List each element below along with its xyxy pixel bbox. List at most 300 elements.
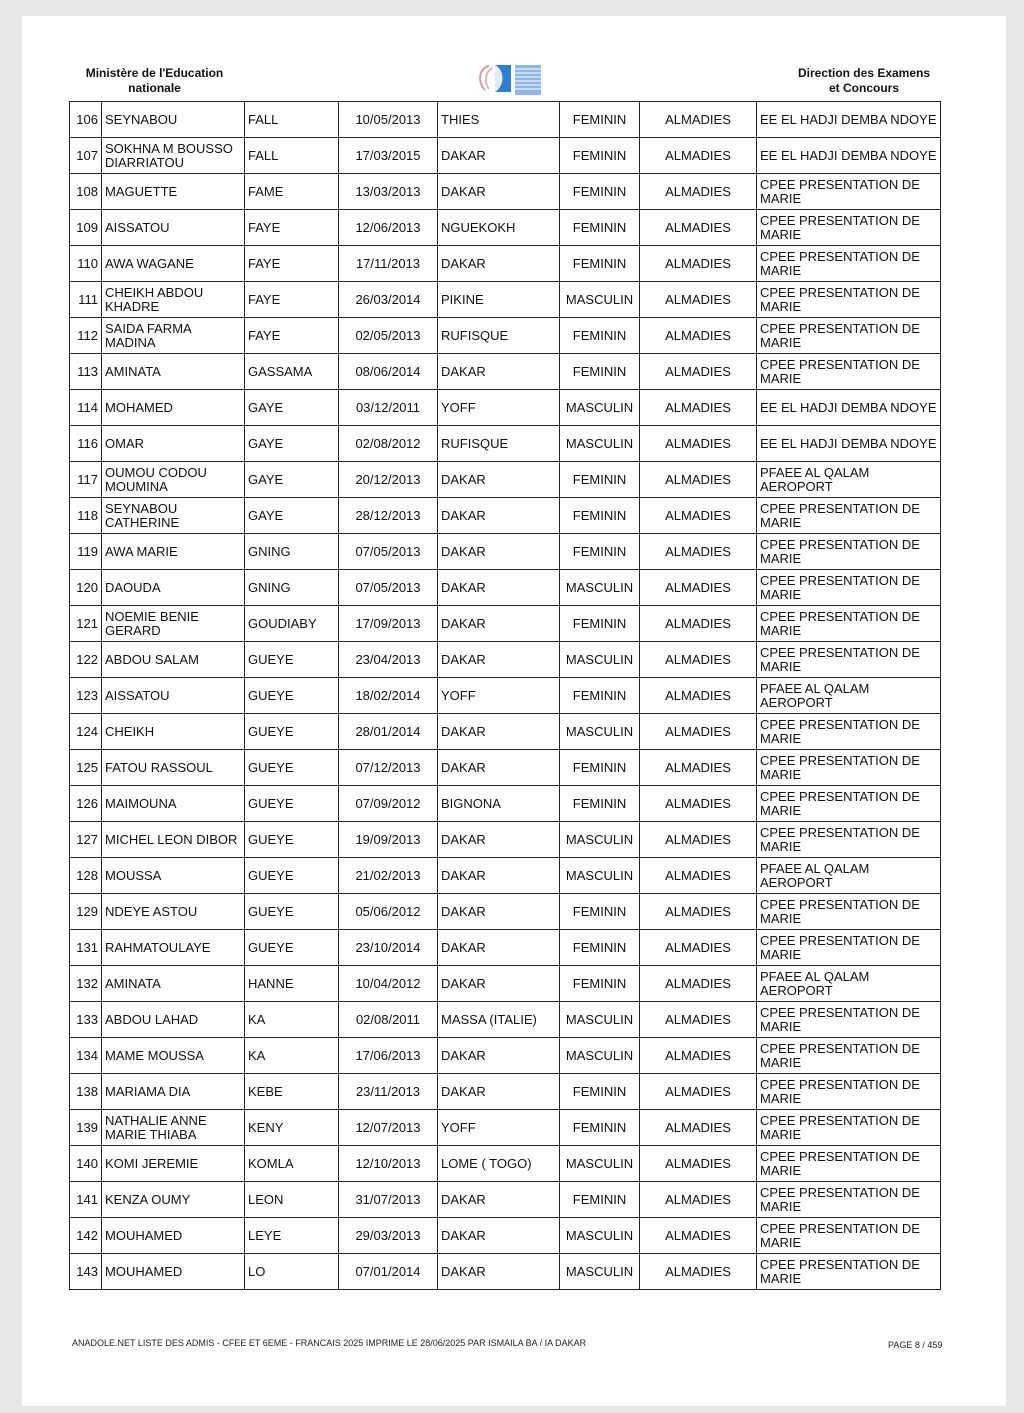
row-number: 140 [70, 1146, 102, 1182]
last-name-cell: GUEYE [245, 930, 339, 966]
first-name-cell: NATHALIE ANNE MARIE THIABA [102, 1110, 245, 1146]
last-name-cell: GUEYE [245, 642, 339, 678]
school-cell: CPEE PRESENTATION DE MARIE [757, 174, 941, 210]
table-row [70, 1146, 941, 1182]
birth-place-cell: DAKAR [438, 714, 560, 750]
exam-center-cell: ALMADIES [640, 1038, 757, 1074]
first-name-cell: SEYNABOU CATHERINE [102, 498, 245, 534]
row-number: 118 [70, 498, 102, 534]
table-row [70, 318, 941, 354]
birth-place-cell: DAKAR [438, 462, 560, 498]
last-name-cell: KEBE [245, 1074, 339, 1110]
school-cell: CPEE PRESENTATION DE MARIE [757, 642, 941, 678]
school-cell: CPEE PRESENTATION DE MARIE [757, 786, 941, 822]
last-name-cell: FALL [245, 138, 339, 174]
birth-place-cell: DAKAR [438, 606, 560, 642]
birth-place-cell: DAKAR [438, 570, 560, 606]
birth-place-cell: THIES [438, 102, 560, 138]
exam-center-cell: ALMADIES [640, 606, 757, 642]
school-cell: EE EL HADJI DEMBA NDOYE [757, 102, 941, 138]
last-name-cell: GAYE [245, 462, 339, 498]
exam-center-cell: ALMADIES [640, 210, 757, 246]
birth-date-cell: 03/12/2011 [339, 390, 438, 426]
table-row [70, 1218, 941, 1254]
gender-cell: FEMININ [560, 750, 640, 786]
birth-place-cell: BIGNONA [438, 786, 560, 822]
first-name-cell: AWA WAGANE [102, 246, 245, 282]
row-number: 121 [70, 606, 102, 642]
table-row [70, 678, 941, 714]
gender-cell: MASCULIN [560, 1254, 640, 1290]
first-name-cell: AMINATA [102, 966, 245, 1002]
row-number: 133 [70, 1002, 102, 1038]
birth-date-cell: 02/08/2012 [339, 426, 438, 462]
exam-center-cell: ALMADIES [640, 966, 757, 1002]
school-cell: CPEE PRESENTATION DE MARIE [757, 750, 941, 786]
birth-date-cell: 23/10/2014 [339, 930, 438, 966]
table-row [70, 966, 941, 1002]
gender-cell: MASCULIN [560, 1218, 640, 1254]
first-name-cell: MOUHAMED [102, 1218, 245, 1254]
first-name-cell: MARIAMA DIA [102, 1074, 245, 1110]
ministry-header [72, 66, 237, 96]
table-row [70, 606, 941, 642]
last-name-cell: FAYE [245, 246, 339, 282]
first-name-cell: AWA MARIE [102, 534, 245, 570]
birth-date-cell: 18/02/2014 [339, 678, 438, 714]
gender-cell: MASCULIN [560, 570, 640, 606]
gender-cell: MASCULIN [560, 390, 640, 426]
first-name-cell: MOUHAMED [102, 1254, 245, 1290]
row-number: 128 [70, 858, 102, 894]
first-name-cell: KOMI JEREMIE [102, 1146, 245, 1182]
exam-center-cell: ALMADIES [640, 1074, 757, 1110]
last-name-cell: GUEYE [245, 858, 339, 894]
birth-place-cell: DAKAR [438, 858, 560, 894]
first-name-cell: MAME MOUSSA [102, 1038, 245, 1074]
birth-place-cell: DAKAR [438, 966, 560, 1002]
row-number: 123 [70, 678, 102, 714]
exam-center-cell: ALMADIES [640, 858, 757, 894]
school-cell: PFAEE AL QALAM AEROPORT [757, 462, 941, 498]
school-cell: CPEE PRESENTATION DE MARIE [757, 1110, 941, 1146]
row-number: 134 [70, 1038, 102, 1074]
table-row [70, 354, 941, 390]
school-cell: PFAEE AL QALAM AEROPORT [757, 858, 941, 894]
row-number: 143 [70, 1254, 102, 1290]
table-row [70, 1002, 941, 1038]
last-name-cell: GAYE [245, 426, 339, 462]
exam-center-cell: ALMADIES [640, 786, 757, 822]
row-number: 131 [70, 930, 102, 966]
first-name-cell: SOKHNA M BOUSSO DIARRIATOU [102, 138, 245, 174]
birth-place-cell: DAKAR [438, 498, 560, 534]
row-number: 124 [70, 714, 102, 750]
table-row [70, 930, 941, 966]
table-row [70, 102, 941, 138]
last-name-cell: FAYE [245, 210, 339, 246]
birth-place-cell: YOFF [438, 678, 560, 714]
birth-date-cell: 31/07/2013 [339, 1182, 438, 1218]
gender-cell: FEMININ [560, 210, 640, 246]
gender-cell: MASCULIN [560, 1146, 640, 1182]
school-cell: CPEE PRESENTATION DE MARIE [757, 1218, 941, 1254]
birth-place-cell: DAKAR [438, 138, 560, 174]
first-name-cell: MOUSSA [102, 858, 245, 894]
ministry-line-1: Ministère de l'Education [85, 66, 224, 80]
exam-center-cell: ALMADIES [640, 282, 757, 318]
row-number: 114 [70, 390, 102, 426]
birth-date-cell: 05/06/2012 [339, 894, 438, 930]
birth-place-cell: DAKAR [438, 822, 560, 858]
first-name-cell: ABDOU LAHAD [102, 1002, 245, 1038]
gender-cell: MASCULIN [560, 282, 640, 318]
last-name-cell: GOUDIABY [245, 606, 339, 642]
exam-center-cell: ALMADIES [640, 426, 757, 462]
gender-cell: MASCULIN [560, 642, 640, 678]
birth-date-cell: 17/11/2013 [339, 246, 438, 282]
last-name-cell: KA [245, 1038, 339, 1074]
birth-place-cell: YOFF [438, 390, 560, 426]
exam-center-cell: ALMADIES [640, 1182, 757, 1218]
birth-place-cell: DAKAR [438, 1074, 560, 1110]
school-cell: CPEE PRESENTATION DE MARIE [757, 1002, 941, 1038]
row-number: 117 [70, 462, 102, 498]
last-name-cell: LO [245, 1254, 339, 1290]
last-name-cell: HANNE [245, 966, 339, 1002]
birth-place-cell: LOME ( TOGO) [438, 1146, 560, 1182]
direction-line-2: et Concours [828, 81, 899, 95]
last-name-cell: GUEYE [245, 894, 339, 930]
first-name-cell: AISSATOU [102, 678, 245, 714]
table-row [70, 750, 941, 786]
first-name-cell: SAIDA FARMA MADINA [102, 318, 245, 354]
gender-cell: FEMININ [560, 462, 640, 498]
table-row [70, 858, 941, 894]
gender-cell: FEMININ [560, 246, 640, 282]
first-name-cell: AMINATA [102, 354, 245, 390]
birth-date-cell: 23/04/2013 [339, 642, 438, 678]
row-number: 116 [70, 426, 102, 462]
exam-center-cell: ALMADIES [640, 930, 757, 966]
exam-center-cell: ALMADIES [640, 1002, 757, 1038]
school-cell: CPEE PRESENTATION DE MARIE [757, 714, 941, 750]
birth-date-cell: 07/05/2013 [339, 570, 438, 606]
first-name-cell: AISSATOU [102, 210, 245, 246]
row-number: 127 [70, 822, 102, 858]
table-row [70, 1254, 941, 1290]
school-cell: CPEE PRESENTATION DE MARIE [757, 210, 941, 246]
row-number: 132 [70, 966, 102, 1002]
birth-place-cell: DAKAR [438, 174, 560, 210]
school-cell: CPEE PRESENTATION DE MARIE [757, 570, 941, 606]
last-name-cell: LEYE [245, 1218, 339, 1254]
gender-cell: FEMININ [560, 678, 640, 714]
school-cell: CPEE PRESENTATION DE MARIE [757, 246, 941, 282]
gender-cell: FEMININ [560, 102, 640, 138]
row-number: 122 [70, 642, 102, 678]
gender-cell: FEMININ [560, 498, 640, 534]
birth-date-cell: 02/08/2011 [339, 1002, 438, 1038]
table-row [70, 786, 941, 822]
birth-date-cell: 10/04/2012 [339, 966, 438, 1002]
last-name-cell: GUEYE [245, 678, 339, 714]
school-cell: CPEE PRESENTATION DE MARIE [757, 1074, 941, 1110]
row-number: 126 [70, 786, 102, 822]
gender-cell: MASCULIN [560, 858, 640, 894]
last-name-cell: GNING [245, 570, 339, 606]
birth-place-cell: DAKAR [438, 642, 560, 678]
exam-center-cell: ALMADIES [640, 390, 757, 426]
exam-center-cell: ALMADIES [640, 498, 757, 534]
exam-center-cell: ALMADIES [640, 894, 757, 930]
row-number: 141 [70, 1182, 102, 1218]
row-number: 112 [70, 318, 102, 354]
first-name-cell: NDEYE ASTOU [102, 894, 245, 930]
last-name-cell: FAYE [245, 318, 339, 354]
last-name-cell: GUEYE [245, 786, 339, 822]
exam-center-cell: ALMADIES [640, 462, 757, 498]
admitted-list-table [69, 101, 941, 1290]
school-cell: PFAEE AL QALAM AEROPORT [757, 966, 941, 1002]
birth-place-cell: DAKAR [438, 354, 560, 390]
gender-cell: FEMININ [560, 894, 640, 930]
first-name-cell: RAHMATOULAYE [102, 930, 245, 966]
table-row [70, 570, 941, 606]
first-name-cell: FATOU RASSOUL [102, 750, 245, 786]
first-name-cell: MOHAMED [102, 390, 245, 426]
birth-date-cell: 07/01/2014 [339, 1254, 438, 1290]
exam-center-cell: ALMADIES [640, 1146, 757, 1182]
gender-cell: FEMININ [560, 354, 640, 390]
birth-date-cell: 28/01/2014 [339, 714, 438, 750]
row-number: 138 [70, 1074, 102, 1110]
gender-cell: FEMININ [560, 1074, 640, 1110]
last-name-cell: GUEYE [245, 750, 339, 786]
table-row [70, 462, 941, 498]
birth-date-cell: 07/09/2012 [339, 786, 438, 822]
exam-center-cell: ALMADIES [640, 246, 757, 282]
birth-date-cell: 29/03/2013 [339, 1218, 438, 1254]
exam-center-cell: ALMADIES [640, 534, 757, 570]
birth-place-cell: RUFISQUE [438, 426, 560, 462]
last-name-cell: LEON [245, 1182, 339, 1218]
first-name-cell: OUMOU CODOU MOUMINA [102, 462, 245, 498]
gender-cell: FEMININ [560, 174, 640, 210]
school-cell: EE EL HADJI DEMBA NDOYE [757, 138, 941, 174]
gender-cell: FEMININ [560, 606, 640, 642]
gender-cell: FEMININ [560, 138, 640, 174]
first-name-cell: MICHEL LEON DIBOR [102, 822, 245, 858]
table-row [70, 390, 941, 426]
last-name-cell: KA [245, 1002, 339, 1038]
last-name-cell: GNING [245, 534, 339, 570]
school-cell: PFAEE AL QALAM AEROPORT [757, 678, 941, 714]
school-cell: CPEE PRESENTATION DE MARIE [757, 822, 941, 858]
gender-cell: FEMININ [560, 1110, 640, 1146]
last-name-cell: GAYE [245, 390, 339, 426]
school-cell: CPEE PRESENTATION DE MARIE [757, 1182, 941, 1218]
birth-place-cell: DAKAR [438, 534, 560, 570]
last-name-cell: GAYE [245, 498, 339, 534]
exam-center-cell: ALMADIES [640, 1254, 757, 1290]
birth-date-cell: 10/05/2013 [339, 102, 438, 138]
row-number: 113 [70, 354, 102, 390]
gender-cell: FEMININ [560, 318, 640, 354]
table-row [70, 822, 941, 858]
first-name-cell: OMAR [102, 426, 245, 462]
ministry-line-2: nationale [128, 81, 181, 95]
table-row [70, 714, 941, 750]
row-number: 142 [70, 1218, 102, 1254]
gender-cell: FEMININ [560, 930, 640, 966]
school-cell: CPEE PRESENTATION DE MARIE [757, 534, 941, 570]
document-page [22, 16, 1006, 1406]
school-cell: CPEE PRESENTATION DE MARIE [757, 1146, 941, 1182]
first-name-cell: CHEIKH [102, 714, 245, 750]
last-name-cell: KOMLA [245, 1146, 339, 1182]
school-cell: CPEE PRESENTATION DE MARIE [757, 354, 941, 390]
birth-date-cell: 17/06/2013 [339, 1038, 438, 1074]
birth-date-cell: 12/07/2013 [339, 1110, 438, 1146]
row-number: 110 [70, 246, 102, 282]
exam-center-cell: ALMADIES [640, 174, 757, 210]
ministry-logo-icon [475, 62, 545, 98]
table-row [70, 1182, 941, 1218]
exam-center-cell: ALMADIES [640, 102, 757, 138]
birth-date-cell: 23/11/2013 [339, 1074, 438, 1110]
birth-place-cell: DAKAR [438, 1218, 560, 1254]
last-name-cell: FALL [245, 102, 339, 138]
birth-date-cell: 28/12/2013 [339, 498, 438, 534]
gender-cell: MASCULIN [560, 714, 640, 750]
last-name-cell: GUEYE [245, 714, 339, 750]
row-number: 129 [70, 894, 102, 930]
birth-date-cell: 17/09/2013 [339, 606, 438, 642]
row-number: 139 [70, 1110, 102, 1146]
last-name-cell: FAME [245, 174, 339, 210]
birth-date-cell: 20/12/2013 [339, 462, 438, 498]
exam-center-cell: ALMADIES [640, 1218, 757, 1254]
gender-cell: MASCULIN [560, 1002, 640, 1038]
table-row [70, 1038, 941, 1074]
first-name-cell: ABDOU SALAM [102, 642, 245, 678]
exam-center-cell: ALMADIES [640, 354, 757, 390]
birth-place-cell: RUFISQUE [438, 318, 560, 354]
birth-place-cell: DAKAR [438, 1254, 560, 1290]
row-number: 109 [70, 210, 102, 246]
gender-cell: FEMININ [560, 1182, 640, 1218]
last-name-cell: GUEYE [245, 822, 339, 858]
birth-place-cell: DAKAR [438, 1038, 560, 1074]
table-row [70, 1110, 941, 1146]
exam-center-cell: ALMADIES [640, 642, 757, 678]
school-cell: CPEE PRESENTATION DE MARIE [757, 318, 941, 354]
birth-place-cell: MASSA (ITALIE) [438, 1002, 560, 1038]
school-cell: CPEE PRESENTATION DE MARIE [757, 894, 941, 930]
birth-place-cell: YOFF [438, 1110, 560, 1146]
first-name-cell: MAGUETTE [102, 174, 245, 210]
school-cell: CPEE PRESENTATION DE MARIE [757, 606, 941, 642]
birth-place-cell: DAKAR [438, 930, 560, 966]
birth-place-cell: DAKAR [438, 246, 560, 282]
birth-date-cell: 12/06/2013 [339, 210, 438, 246]
birth-date-cell: 07/12/2013 [339, 750, 438, 786]
table-row [70, 534, 941, 570]
exam-center-cell: ALMADIES [640, 822, 757, 858]
gender-cell: FEMININ [560, 534, 640, 570]
birth-date-cell: 17/03/2015 [339, 138, 438, 174]
birth-place-cell: NGUEKOKH [438, 210, 560, 246]
page-number: PAGE 8 / 459 [888, 1340, 943, 1350]
row-number: 120 [70, 570, 102, 606]
school-cell: CPEE PRESENTATION DE MARIE [757, 282, 941, 318]
gender-cell: MASCULIN [560, 426, 640, 462]
row-number: 108 [70, 174, 102, 210]
school-cell: EE EL HADJI DEMBA NDOYE [757, 426, 941, 462]
exam-center-cell: ALMADIES [640, 1110, 757, 1146]
row-number: 119 [70, 534, 102, 570]
birth-date-cell: 26/03/2014 [339, 282, 438, 318]
birth-date-cell: 02/05/2013 [339, 318, 438, 354]
last-name-cell: GASSAMA [245, 354, 339, 390]
row-number: 125 [70, 750, 102, 786]
table-row [70, 894, 941, 930]
first-name-cell: DAOUDA [102, 570, 245, 606]
exam-center-cell: ALMADIES [640, 750, 757, 786]
first-name-cell: NOEMIE BENIE GERARD [102, 606, 245, 642]
birth-date-cell: 12/10/2013 [339, 1146, 438, 1182]
last-name-cell: KENY [245, 1110, 339, 1146]
first-name-cell: SEYNABOU [102, 102, 245, 138]
first-name-cell: KENZA OUMY [102, 1182, 245, 1218]
school-cell: EE EL HADJI DEMBA NDOYE [757, 390, 941, 426]
exam-center-cell: ALMADIES [640, 678, 757, 714]
birth-date-cell: 21/02/2013 [339, 858, 438, 894]
school-cell: CPEE PRESENTATION DE MARIE [757, 1254, 941, 1290]
table-row [70, 642, 941, 678]
table-row [70, 246, 941, 282]
exam-center-cell: ALMADIES [640, 138, 757, 174]
exams-direction-header [784, 66, 944, 96]
birth-place-cell: DAKAR [438, 750, 560, 786]
table-row [70, 426, 941, 462]
exam-center-cell: ALMADIES [640, 714, 757, 750]
first-name-cell: CHEIKH ABDOU KHADRE [102, 282, 245, 318]
last-name-cell: FAYE [245, 282, 339, 318]
table-row [70, 138, 941, 174]
row-number: 111 [70, 282, 102, 318]
birth-date-cell: 07/05/2013 [339, 534, 438, 570]
birth-date-cell: 08/06/2014 [339, 354, 438, 390]
gender-cell: MASCULIN [560, 822, 640, 858]
table-row [70, 1074, 941, 1110]
gender-cell: FEMININ [560, 966, 640, 1002]
school-cell: CPEE PRESENTATION DE MARIE [757, 930, 941, 966]
birth-date-cell: 19/09/2013 [339, 822, 438, 858]
birth-date-cell: 13/03/2013 [339, 174, 438, 210]
direction-line-1: Direction des Examens [797, 66, 931, 80]
table-row [70, 498, 941, 534]
table-row [70, 174, 941, 210]
table-row [70, 210, 941, 246]
table-row [70, 282, 941, 318]
school-cell: CPEE PRESENTATION DE MARIE [757, 1038, 941, 1074]
birth-place-cell: DAKAR [438, 1182, 560, 1218]
birth-place-cell: PIKINE [438, 282, 560, 318]
gender-cell: FEMININ [560, 786, 640, 822]
exam-center-cell: ALMADIES [640, 570, 757, 606]
